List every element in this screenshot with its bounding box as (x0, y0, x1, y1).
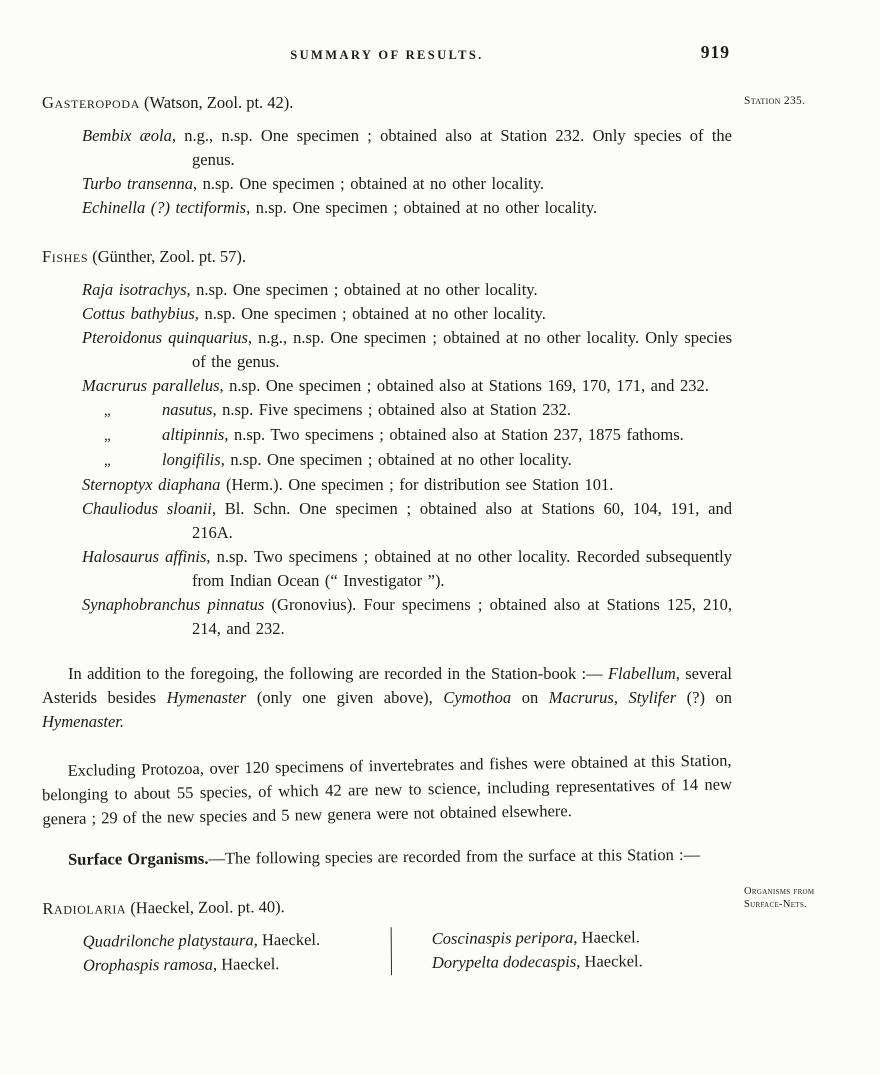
taxon-name: Quadrilonche platystaura (82, 930, 254, 951)
section-heading-gasteropoda (42, 91, 732, 115)
entry-text: , n.sp. One specimen ; obtained at no other locality. (194, 304, 546, 323)
species-entry (42, 423, 732, 448)
section-name: Fishes (42, 247, 89, 266)
taxon-name: Echinella (?) tectiformis (82, 198, 247, 217)
taxon-name: Macrurus, Stylifer (548, 688, 677, 707)
species-entry (432, 925, 733, 951)
section-heading-fishes (42, 245, 732, 269)
species-entry (42, 545, 732, 593)
taxon-name: Raja isotrachys (82, 280, 187, 299)
section-heading-radiolaria (42, 892, 732, 921)
taxon-name: Hymenaster (166, 688, 247, 707)
entry-text: , n.sp. Two specimens ; obtained also at Station 237, 1875 fathoms. (224, 425, 684, 444)
margin-note-text: Station 235. (744, 95, 806, 107)
section-heading-detail: (Haeckel, Zool. pt. 40). (126, 897, 285, 918)
section-name: Radiolaria (42, 898, 127, 918)
species-entry (42, 124, 732, 172)
section-heading-detail: (Watson, Zool. pt. 42). (139, 93, 294, 112)
radiolaria-column-left (43, 927, 391, 978)
margin-note-text: Organisms from (744, 886, 815, 897)
entry-text: , n.g., n.sp. One specimen ; obtained at no other locality. Only species of the genus. (192, 328, 732, 371)
species-entry (42, 448, 732, 473)
margin-note-station (744, 94, 872, 108)
page-header-title: SUMMARY OF RESULTS. (290, 48, 484, 62)
species-entry (42, 278, 732, 302)
entry-text: (Herm.). One specimen ; for distribution see Station 101. (220, 475, 614, 494)
taxon-name: nasutus (162, 400, 213, 419)
entry-text: , n.sp. Two specimens ; obtained at no other locality. Recorded subsequently from Indian Ocean (“ Investigator ”). (192, 547, 733, 590)
paragraph-lead: Surface Organisms. (68, 848, 209, 869)
species-entry (432, 949, 733, 975)
paragraph-text: , several Asterids besides (42, 664, 732, 707)
taxon-name: Bembix æola (82, 126, 172, 145)
taxon-name: Dorypelta dodecaspis (431, 951, 577, 972)
margin-note-surface-organisms (744, 886, 872, 911)
taxon-name: altipinnis (162, 425, 225, 444)
species-entry (42, 196, 732, 220)
station-book-paragraph (42, 662, 732, 734)
radiolaria-column-right (391, 925, 733, 976)
entry-text: (Gronovius). Four specimens ; obtained also at Stations 125, 210, 214, and 232. (192, 595, 733, 638)
entry-text: , n.sp. One specimen ; obtained at no other locality. (246, 198, 598, 217)
taxon-name: Halosaurus affinis (82, 547, 207, 566)
taxon-name: Hymenaster. (42, 712, 125, 731)
paragraph-text: Excluding Protozoa, over 120 specimens of invertebrates and fishes were obtained at this Station, belonging to about 55 species, of which 42 are new to science, including representatives of 14 new genera ; 29 of the new species and 5 new genera were not obtained elsewhere. (41, 750, 733, 829)
ditto-mark: „ (104, 403, 111, 419)
entry-text: , Haeckel. (212, 954, 280, 974)
summary-paragraph (41, 749, 732, 832)
entry-text: , n.sp. One specimen ; obtained also at Stations 169, 170, 171, and 232. (219, 376, 709, 395)
species-entry (42, 302, 732, 326)
margin-note-text: Surface-Nets. (744, 898, 807, 910)
taxon-name: Turbo transenna (82, 174, 193, 193)
entry-text: , Haeckel. (573, 927, 640, 947)
species-entry (83, 927, 391, 953)
entry-text: , Haeckel. (253, 929, 321, 950)
taxon-name: Flabellum (607, 664, 676, 683)
entry-text: , Bl. Schn. One specimen ; obtained also at Stations 60, 104, 191, and 216A. (192, 499, 732, 542)
taxon-name: Cottus bathybius (82, 304, 195, 323)
taxon-name: Pteroidonus quinquarius (82, 328, 248, 347)
taxon-name: Coscinaspis peripora (431, 927, 574, 948)
taxon-name: Cymothoa (443, 688, 512, 707)
running-head (42, 42, 732, 66)
species-entry (83, 951, 391, 977)
section-name: Gasteropoda (42, 93, 140, 112)
taxon-name: Macrurus parallelus (82, 376, 220, 395)
ditto-mark: „ (104, 453, 111, 469)
entry-text: , Haeckel. (576, 951, 643, 971)
species-entry (42, 326, 732, 374)
entry-text: , n.g., n.sp. One specimen ; obtained also at Station 232. Only species of the genus. (171, 126, 732, 169)
entry-text: , n.sp. Five specimens ; obtained also at Station 232. (212, 400, 572, 419)
species-entry (42, 398, 732, 423)
species-entry (42, 172, 732, 196)
radiolaria-columns (43, 925, 733, 978)
entry-text: , n.sp. One specimen ; obtained at no other locality. (186, 280, 538, 299)
taxon-name: Chauliodus sloanii (82, 499, 212, 518)
surface-organisms-paragraph (42, 843, 732, 872)
paragraph-text: In addition to the foregoing, the following are recorded in the Station-book :— (68, 664, 608, 683)
species-entry (42, 497, 732, 545)
entry-text: , n.sp. One specimen ; obtained at no other locality. (220, 450, 572, 469)
paragraph-text: (only one given above), (246, 688, 444, 707)
lower-page-block (42, 843, 733, 978)
taxon-name: Synaphobranchus pinnatus (82, 595, 265, 614)
page-body (42, 91, 732, 978)
species-entry (42, 374, 732, 398)
paragraph-text: —The following species are recorded from the surface at this Station :— (208, 844, 701, 868)
species-entry (42, 593, 732, 641)
page-number: 919 (700, 42, 730, 62)
taxon-name: Orophaspis ramosa (82, 954, 214, 975)
taxon-name: Sternoptyx diaphana (82, 475, 221, 494)
taxon-name: longifilis (162, 450, 221, 469)
entry-text: , n.sp. One specimen ; obtained at no other locality. (192, 174, 545, 193)
section-heading-detail: (Günther, Zool. pt. 57). (88, 247, 247, 266)
paragraph-text: on (511, 688, 549, 707)
ditto-mark: „ (104, 428, 111, 444)
paragraph-text: (?) on (676, 688, 732, 707)
species-entry (42, 473, 732, 497)
